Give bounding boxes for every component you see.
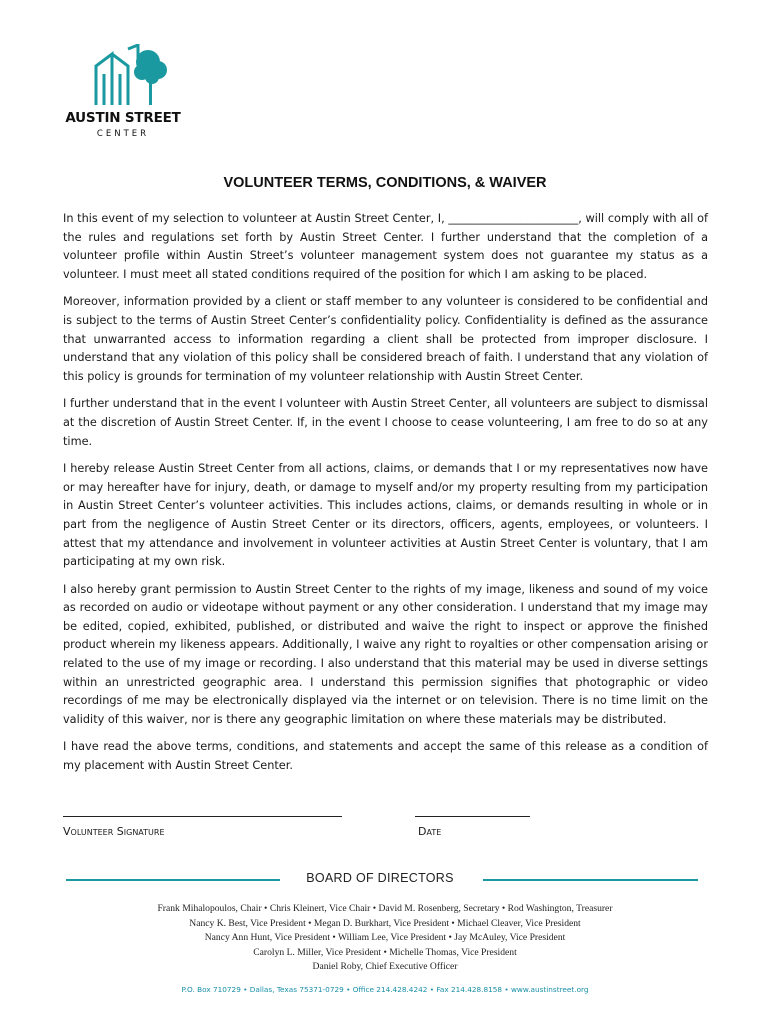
volunteer-signature-label: Volunteer Signature (63, 825, 165, 838)
logo-wordmark: AUSTIN STREET (65, 110, 181, 126)
board-line: Daniel Roby, Chief Executive Officer (312, 961, 458, 972)
board-members (0, 902, 770, 975)
date-label: Date (418, 825, 442, 838)
board-divider-right (483, 879, 698, 881)
terms-body (63, 210, 708, 785)
logo-subtitle: CENTER (96, 129, 150, 139)
building-tree-icon (94, 44, 174, 108)
volunteer-signature-line[interactable] (63, 816, 342, 817)
paragraph-confidentiality: Moreover, information provided by a client or staff member to any volunteer is considered to be confidential and is subject to the terms of Austin Street Center’s confidentiality policy. Confidentiality is defined as the assurance that unwarranted access to information regarding a client shall be protected from improper disclosure. I understand that any violation of this policy shall be considered breach of faith. I understand that any violation of this policy is grounds for termination of my volunteer relationship with Austin Street Center. (63, 295, 708, 383)
board-line: Nancy Ann Hunt, Vice President • William Lee, Vice President • Jay McAuley, Vice President (204, 932, 566, 943)
austin-street-logo (62, 44, 192, 144)
paragraph-release: I hereby release Austin Street Center from all actions, claims, or demands that I or my representatives now have or may hereafter have for injury, death, or damage to myself and/or my property resulting from my participation in Austin Street Center’s volunteer activities. This includes actions, claims, or demands resulting in whole or in part from the negligence of Austin Street Center or its directors, officers, agents, employees, or volunteers. I attest that my attendance and involvement in volunteer activities at Austin Street Center is voluntary, that I am participating at my own risk. (63, 462, 708, 569)
paragraph-image-rights: I also hereby grant permission to Austin Street Center to the rights of my image, likeness and sound of my voice as recorded on audio or videotape without payment or any other consideration. I understand that my image may be edited, copied, exhibited, published, or distributed and waive the right to inspect or approve the finished product wherein my likeness appears. Additionally, I waive any right to royalties or other compensation arising or related to the use of my image or recording. I also understand that this material may be used in diverse settings within an unrestricted geographic area. I understand this permission signifies that photographic or video recordings of me may be electronically displayed via the internet or on television. There is no time limit on the validity of this waiver, nor is there any geographic limitation on where these materials may be distributed. (63, 582, 708, 726)
board-line: Frank Mihalopoulos, Chair • Chris Kleinert, Vice Chair • David M. Rosenberg, Secretary • Rod Washington, Treasurer (157, 903, 613, 914)
paragraph-dismissal: I further understand that in the event I volunteer with Austin Street Center, all volunteers are subject to dismissal at the discretion of Austin Street Center. If, in the event I choose to cease volunteering, I am free to do so at any time. (63, 397, 708, 448)
board-line: Carolyn L. Miller, Vice President • Michelle Thomas, Vice President (253, 946, 517, 958)
board-line: Nancy K. Best, Vice President • Megan D. Burkhart, Vice President • Michael Cleaver, Vice President (189, 917, 581, 929)
date-line[interactable] (415, 816, 530, 817)
contact-footer: P.O. Box 710729 • Dallas, Texas 75371-0729 • Office 214.428.4242 • Fax 214.428.8158 • www.austinstreet.org (181, 985, 589, 994)
board-title: BOARD OF DIRECTORS (306, 871, 454, 885)
paragraph-selection: In this event of my selection to volunteer at Austin Street Center, I, _______________________, will comply with all of the rules and regulations set forth by Austin Street Center. I further understand that the completion of a volunteer profile within Austin Street’s volunteer management system does not guarantee my status as a volunteer. I must meet all stated conditions required of the position for which I am asking to be placed. (63, 212, 708, 281)
document-title: VOLUNTEER TERMS, CONDITIONS, & WAIVER (223, 175, 547, 191)
board-divider-left (66, 879, 280, 881)
paragraph-acceptance: I have read the above terms, conditions, and statements and accept the same of this release as a condition of my placement with Austin Street Center. (63, 740, 708, 773)
